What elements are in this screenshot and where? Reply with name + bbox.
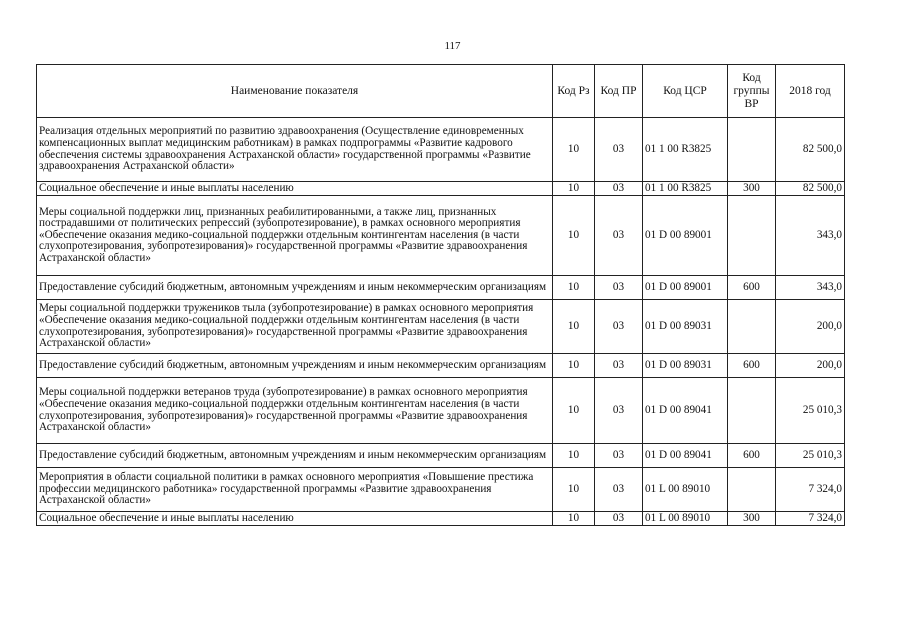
cell-pr: 03	[595, 444, 643, 468]
cell-name: Предоставление субсидий бюджетным, автономным учреждениям и иным некоммерческим организациям	[37, 444, 553, 468]
cell-name: Социальное обеспечение и иные выплаты населению	[37, 512, 553, 526]
cell-name: Мероприятия в области социальной политики в рамках основного мероприятия «Повышение престижа профессии медицинского работника» государственной программы «Развитие здравоохранения Астраханской области»	[37, 468, 553, 512]
cell-vr: 600	[728, 276, 776, 300]
cell-pr: 03	[595, 182, 643, 196]
column-header-amount: 2018 год	[776, 65, 845, 118]
cell-name: Предоставление субсидий бюджетным, автономным учреждениям и иным некоммерческим организациям	[37, 276, 553, 300]
cell-amount: 343,0	[776, 276, 845, 300]
cell-pr: 03	[595, 378, 643, 444]
cell-amount: 7 324,0	[776, 468, 845, 512]
table-row	[37, 354, 845, 378]
cell-rz: 10	[553, 512, 595, 526]
column-header-pr: Код ПР	[595, 65, 643, 118]
cell-rz: 10	[553, 444, 595, 468]
cell-rz: 10	[553, 196, 595, 276]
cell-name: Реализация отдельных мероприятий по развитию здравоохранения (Осуществление единовременных компенсационных выплат медицинским работникам) в рамках подпрограммы «Развитие кадрового обеспечения системы здравоохранения Астраханской области» государственной программы «Развитие здравоохранения Астраханской области»	[37, 118, 553, 182]
cell-csr: 01 1 00 R3825	[643, 118, 728, 182]
page-number: 117	[444, 40, 461, 52]
cell-name: Социальное обеспечение и иные выплаты населению	[37, 182, 553, 196]
column-header-rz: Код Рз	[553, 65, 595, 118]
cell-pr: 03	[595, 196, 643, 276]
cell-name: Предоставление субсидий бюджетным, автономным учреждениям и иным некоммерческим организациям	[37, 354, 553, 378]
cell-csr: 01 D 00 89041	[643, 378, 728, 444]
cell-pr: 03	[595, 276, 643, 300]
cell-pr: 03	[595, 354, 643, 378]
column-header-csr: Код ЦСР	[643, 65, 728, 118]
cell-csr: 01 D 00 89031	[643, 300, 728, 354]
column-header-vr: Код группы ВР	[728, 65, 776, 118]
cell-amount: 200,0	[776, 300, 845, 354]
table-row	[37, 196, 845, 276]
cell-csr: 01 L 00 89010	[643, 512, 728, 526]
cell-csr: 01 L 00 89010	[643, 468, 728, 512]
cell-csr: 01 D 00 89001	[643, 196, 728, 276]
cell-vr	[728, 300, 776, 354]
cell-pr: 03	[595, 468, 643, 512]
cell-vr	[728, 196, 776, 276]
table-row	[37, 378, 845, 444]
cell-amount: 82 500,0	[776, 118, 845, 182]
cell-rz: 10	[553, 300, 595, 354]
cell-rz: 10	[553, 378, 595, 444]
cell-pr: 03	[595, 118, 643, 182]
cell-name: Меры социальной поддержки ветеранов труда (зубопротезирование) в рамках основного мероприятия «Обеспечение оказания медико-социальной поддержки отдельным контингентам населения (в части слухопротезирования, зубопротезирования)» государственной программы «Развитие здравоохранения Астраханской области»	[37, 378, 553, 444]
cell-vr	[728, 378, 776, 444]
table-row	[37, 118, 845, 182]
table-row	[37, 182, 845, 196]
cell-name: Меры социальной поддержки лиц, признанных реабилитированными, а также лиц, признанных пострадавшими от политических репрессий (зубопротезирование), в рамках основного мероприятия «Обеспечение оказания медико-социальной поддержки отдельным контингентам населения (в части слухопротезирования, зубопротезирования)» государственной программы «Развитие здравоохранения Астраханской области»	[37, 196, 553, 276]
budget-table	[36, 64, 845, 526]
cell-amount: 25 010,3	[776, 378, 845, 444]
cell-vr: 300	[728, 182, 776, 196]
cell-vr: 300	[728, 512, 776, 526]
cell-rz: 10	[553, 118, 595, 182]
cell-name: Меры социальной поддержки тружеников тыла (зубопротезирование) в рамках основного мероприятия «Обеспечение оказания медико-социальной поддержки отдельным контингентам населения (в части слухопротезирования, зубопротезирования)» государственной программы «Развитие здравоохранения Астраханской области»	[37, 300, 553, 354]
cell-pr: 03	[595, 512, 643, 526]
table-header-row	[37, 65, 845, 118]
cell-csr: 01 D 00 89001	[643, 276, 728, 300]
cell-vr	[728, 118, 776, 182]
cell-amount: 7 324,0	[776, 512, 845, 526]
cell-pr: 03	[595, 300, 643, 354]
table-row	[37, 512, 845, 526]
table-row	[37, 468, 845, 512]
column-header-name: Наименование показателя	[37, 65, 553, 118]
table-row	[37, 300, 845, 354]
cell-vr: 600	[728, 444, 776, 468]
cell-amount: 200,0	[776, 354, 845, 378]
table-body	[37, 118, 845, 526]
cell-csr: 01 1 00 R3825	[643, 182, 728, 196]
cell-amount: 82 500,0	[776, 182, 845, 196]
cell-rz: 10	[553, 354, 595, 378]
cell-rz: 10	[553, 182, 595, 196]
table-row	[37, 444, 845, 468]
cell-rz: 10	[553, 276, 595, 300]
table-row	[37, 276, 845, 300]
cell-rz: 10	[553, 468, 595, 512]
cell-vr: 600	[728, 354, 776, 378]
cell-amount: 343,0	[776, 196, 845, 276]
cell-csr: 01 D 00 89041	[643, 444, 728, 468]
cell-amount: 25 010,3	[776, 444, 845, 468]
cell-csr: 01 D 00 89031	[643, 354, 728, 378]
cell-vr	[728, 468, 776, 512]
